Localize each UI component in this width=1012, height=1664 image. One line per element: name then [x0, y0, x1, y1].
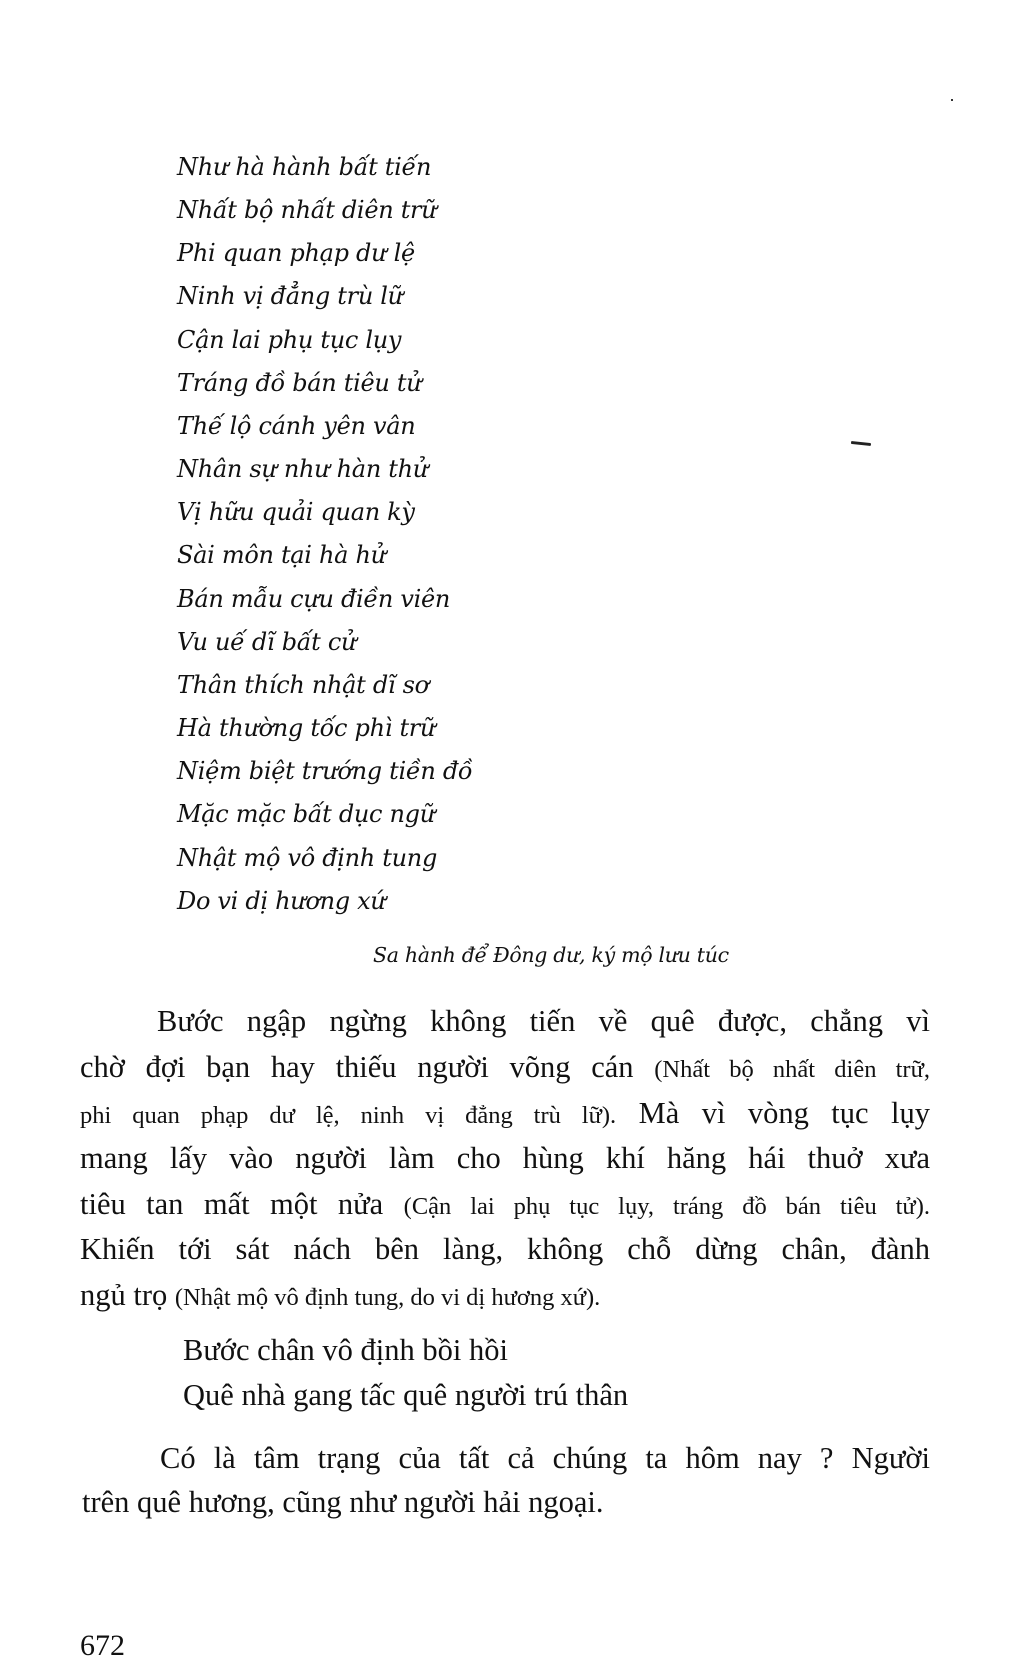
verse-line: Bán mẫu cựu điền viên — [177, 585, 451, 613]
verse-line: Như hà hành bất tiến — [177, 153, 432, 181]
verse-line: Vu uế dĩ bất cử — [177, 628, 357, 656]
prose-line: trên quê hương, cũng như người hải ngoại. — [82, 1485, 604, 1519]
couplet-line: Quê nhà gang tấc quê người trú thân — [183, 1378, 629, 1412]
verse-line: Cận lai phụ tục lụy — [177, 326, 402, 354]
prose-text: ngủ trọ — [80, 1278, 175, 1312]
verse-line: Thân thích nhật dĩ sơ — [177, 671, 429, 699]
verse-line: Sài môn tại hà hử — [177, 541, 386, 569]
verse-line: Thế lộ cánh yên vân — [177, 412, 416, 440]
prose-text: Mà vì vòng tục lụy — [616, 1096, 930, 1130]
prose-text: tiêu tan mất một nửa — [80, 1187, 404, 1221]
verse-line: Nhân sự như hàn thử — [177, 455, 428, 483]
verse-line: Niệm biệt trướng tiền đồ — [177, 757, 473, 785]
verse-line: Ninh vị đẳng trù lữ — [177, 282, 403, 310]
prose-text: chờ đợi bạn hay thiếu người võng cán — [80, 1050, 655, 1084]
poem-attribution: Sa hành để Đông dư, ký mộ lưu túc — [373, 943, 729, 967]
verse-line: Vị hữu quải quan kỳ — [177, 498, 415, 526]
verse-line: Tráng đồ bán tiêu tử — [177, 369, 422, 397]
verse-line: Mặc mặc bất dục ngữ — [177, 800, 435, 828]
couplet-line: Bước chân vô định bồi hồi — [183, 1333, 508, 1367]
page-number: 672 — [80, 1629, 125, 1662]
quoted-verse-note: (Cận lai phụ tục lụy, tráng đồ bán tiêu tử). — [403, 1193, 930, 1220]
prose-line: Bước ngập ngừng không tiến về quê được, chẳng vì — [157, 1004, 930, 1038]
prose-line — [80, 1277, 930, 1316]
scan-mark — [851, 441, 871, 446]
verse-line: Do vi dị hương xứ — [177, 887, 386, 915]
scan-speck — [951, 99, 953, 101]
prose-line — [80, 1186, 930, 1225]
verse-line: Nhất bộ nhất diên trữ — [177, 196, 437, 224]
quoted-verse-note: (Nhất bộ nhất diên trữ, — [654, 1056, 930, 1083]
prose-line: Có là tâm trạng của tất cả chúng ta hôm nay ? Người — [160, 1441, 930, 1475]
verse-line: Hà thường tốc phì trữ — [177, 714, 436, 742]
prose-line — [80, 1095, 930, 1134]
quoted-verse-note: (Nhật mộ vô định tung, do vi dị hương xứ). — [174, 1284, 601, 1311]
prose-line — [80, 1049, 930, 1088]
prose-line: Khiến tới sát nách bên làng, không chỗ dừng chân, đành — [80, 1232, 930, 1266]
prose-line: mang lấy vào người làm cho hùng khí hăng hái thuở xưa — [80, 1141, 930, 1175]
verse-line: Phi quan phạp dư lệ — [177, 239, 415, 267]
quoted-verse-note: phi quan phạp dư lệ, ninh vị đẳng trù lữ). — [80, 1102, 617, 1129]
verse-line: Nhật mộ vô định tung — [177, 844, 438, 872]
